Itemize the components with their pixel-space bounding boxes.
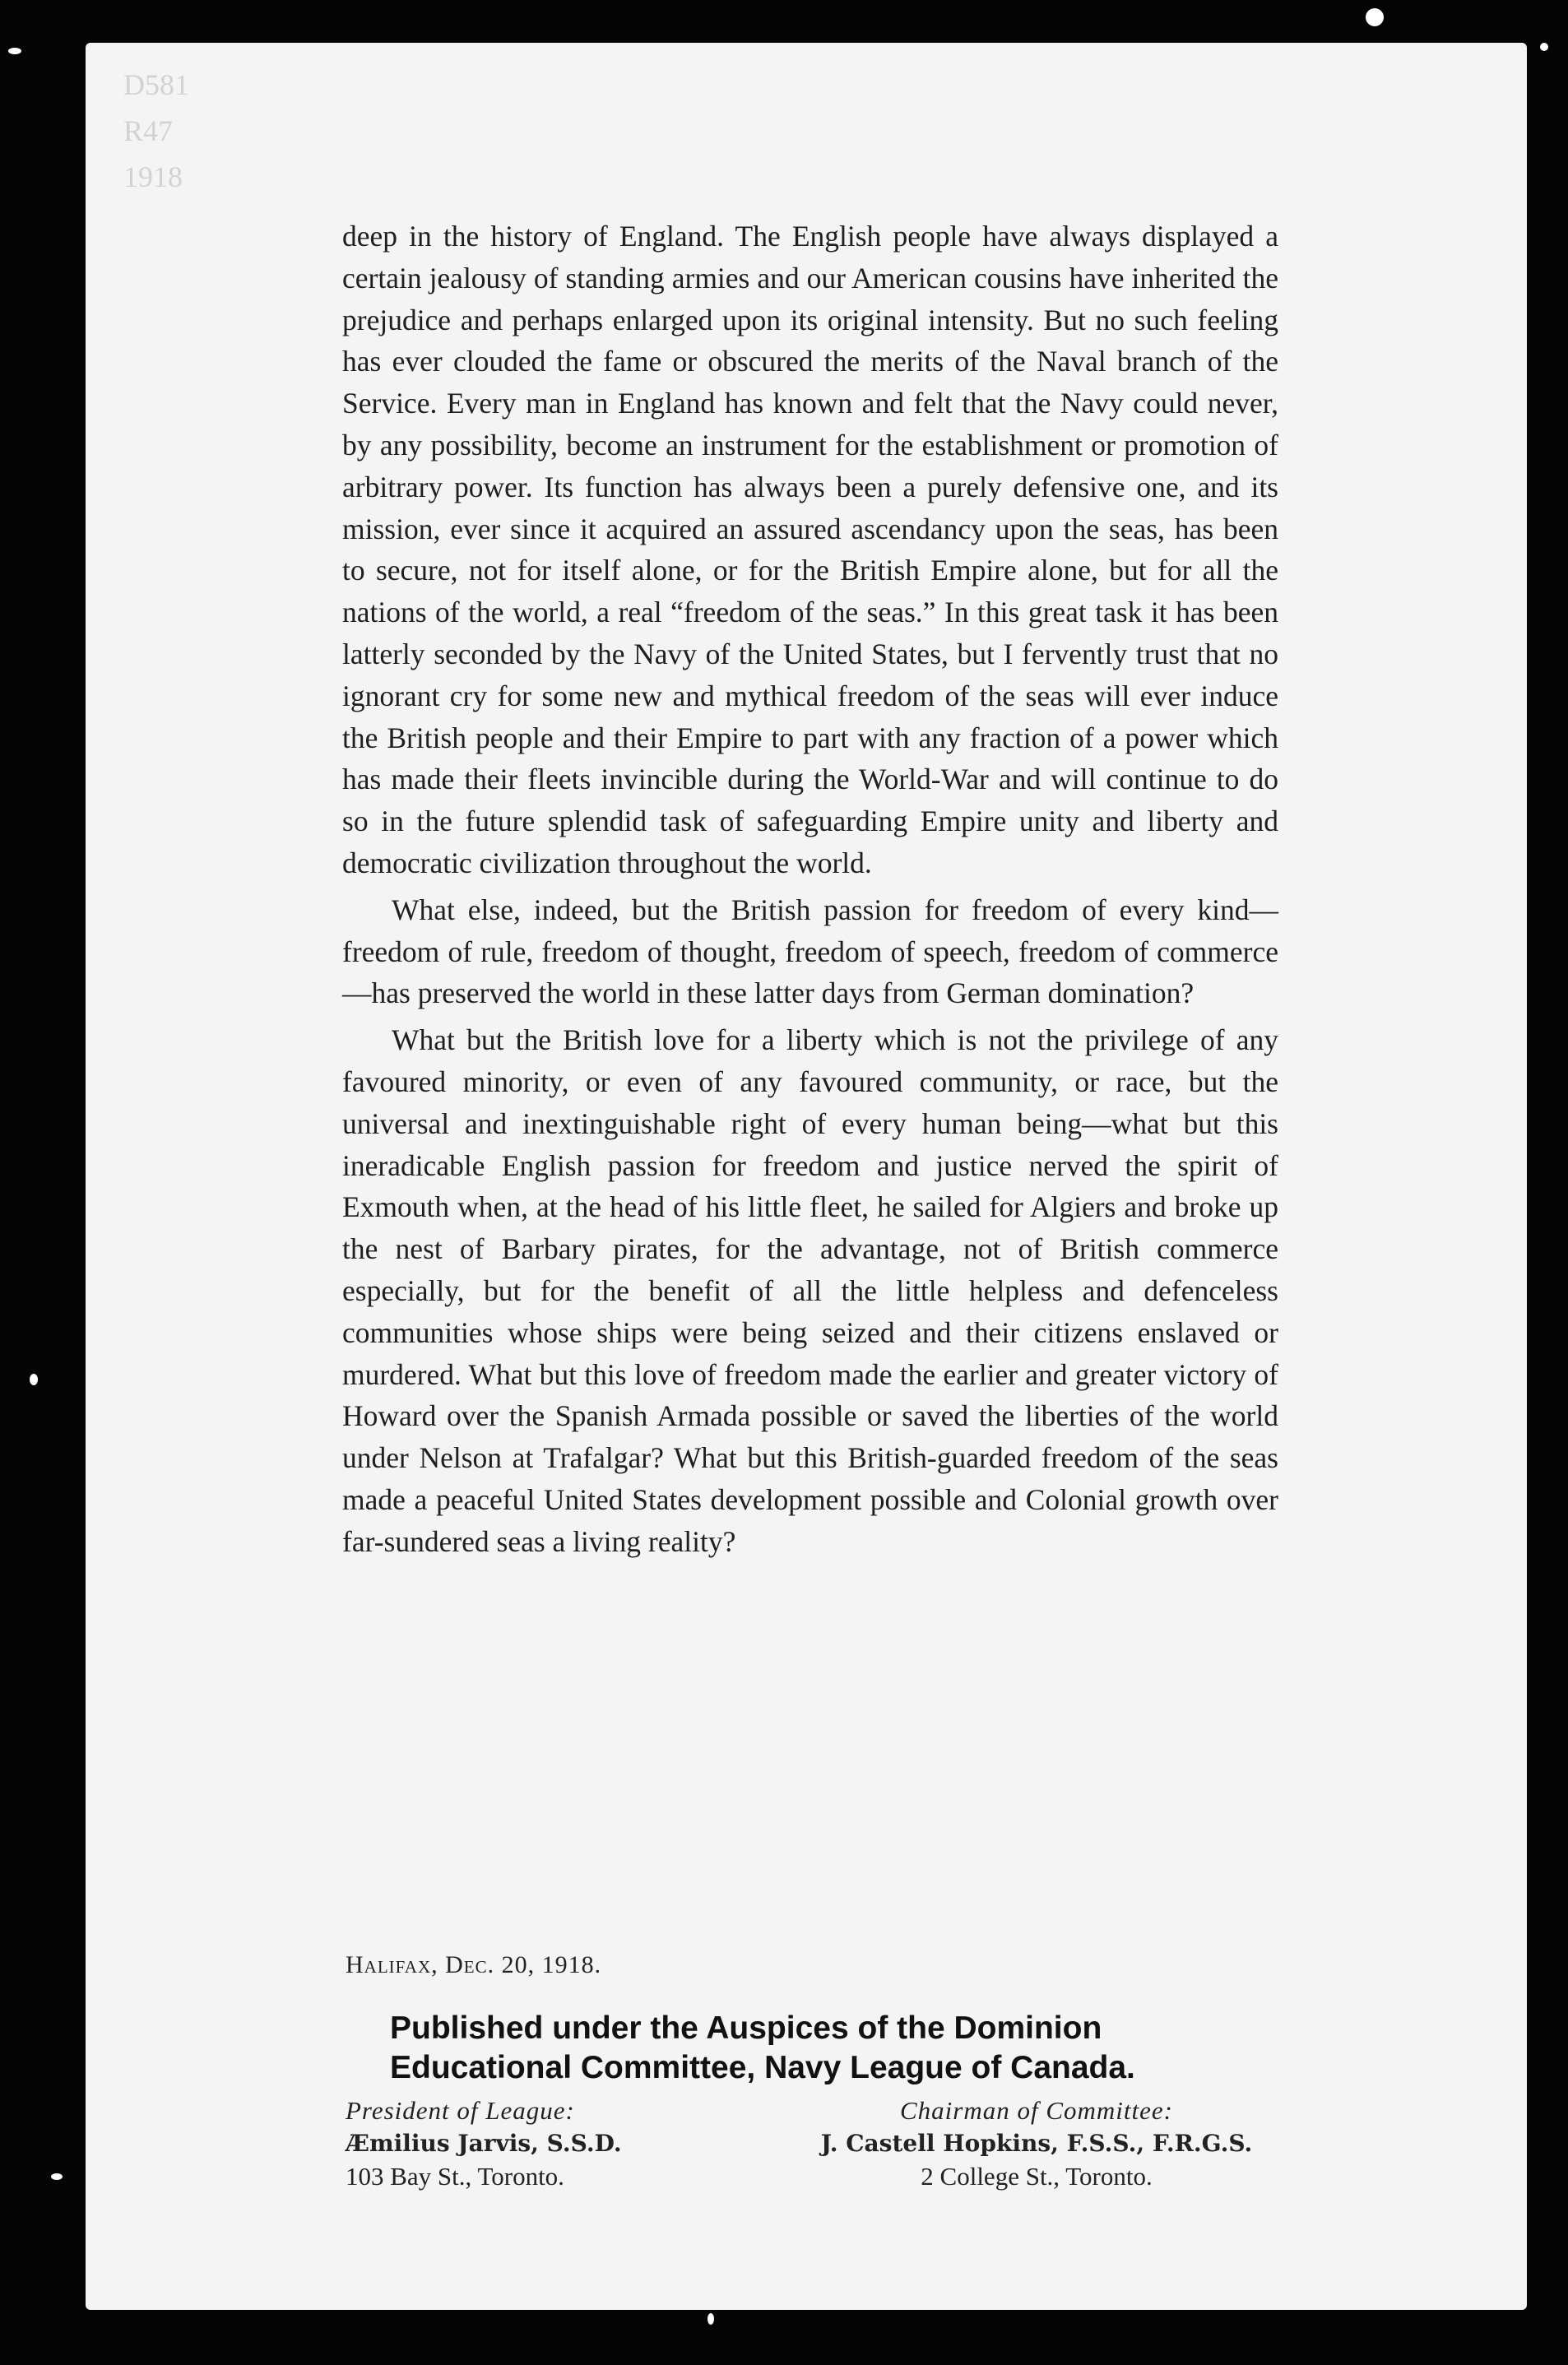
call-number-line: D581 bbox=[123, 68, 189, 101]
chairman-role: Chairman of Committee: bbox=[900, 2096, 1173, 2125]
dateline: Halifax, Dec. 20, 1918. bbox=[346, 1951, 602, 1978]
president-address: 103 Bay St., Toronto. bbox=[346, 2162, 564, 2191]
chairman-name: J. Castell Hopkins, F.S.S., F.R.G.S. bbox=[820, 2130, 1253, 2157]
paragraph-freedom: What else, indeed, but the British passion for freedom of every kind—freedom of rule, freedom of thought, freedom of speech, freedom of commerce—has preserved the world in these latter days from German domination? bbox=[342, 893, 1278, 1010]
chairman-credit bbox=[740, 2094, 1333, 2193]
film-speck bbox=[707, 2313, 714, 2325]
film-speck bbox=[1366, 8, 1384, 26]
handwritten-call-number bbox=[123, 62, 189, 200]
paragraph-navy: deep in the history of England. The English people have always displayed a certain jealousy of standing armies and our American cousins have inherited the prejudice and perhaps enlarged upon its original intensity. But no such feeling has ever clouded the fame or obscured the merits of the Naval branch of the Service. Every man in England has known and felt that the Navy could never, by any possibility, become an instrument for the establishment or promotion of arbitrary power. Its function has always been a purely defensive one, and its mission, ever since it acquired an assured ascendancy upon the seas, has been to secure, not for itself alone, or for the British Empire alone, but for all the nations of the world, a real “freedom of the seas.” In this great task it has been latterly seconded by the Navy of the United States, but I fervently trust that no ignorant cry for some new and mythical freedom of the seas will ever induce the British people and their Empire to part with any fraction of a power which has made their fleets invincible during the World-War and will continue to do so in the future splendid task of safeguarding Empire unity and liberty and democratic civilization throughout the world. bbox=[342, 220, 1278, 879]
president-name: Æmilius Jarvis, S.S.D. bbox=[346, 2130, 622, 2157]
president-role: President of League: bbox=[346, 2096, 575, 2125]
chairman-address: 2 College St., Toronto. bbox=[921, 2162, 1153, 2191]
film-speck bbox=[1540, 43, 1548, 51]
publication-line-1: Published under the Auspices of the Dominion bbox=[390, 2010, 1102, 2046]
publication-line-2: Educational Committee, Navy League of Canada. bbox=[390, 2050, 1135, 2085]
call-number-line: R47 bbox=[123, 114, 174, 147]
publication-notice bbox=[390, 2009, 1311, 2088]
president-credit bbox=[346, 2094, 622, 2193]
paragraph-liberty: What but the British love for a liberty which is not the privilege of any favoured minority, or even of any favoured community, or race, but the universal and inextinguishable right of every human being—what but this ineradicable English passion for freedom and justice nerved the spirit of Exmouth when, at the head of his little fleet, he sailed for Algiers and broke up the nest of Barbary pirates, for the advantage, not of British commerce especially, but for the benefit of all the little helpless and defenceless communities whose ships were being seized and their citizens enslaved or murdered. What but this love of freedom made the earlier and greater victory of Howard over the Spanish Armada possible or saved the liberties of the world under Nelson at Trafalgar? What but this British-guarded freedom of the seas made a peaceful United States development possible and Colonial growth over far-sundered seas a living reality? bbox=[342, 1023, 1278, 1558]
call-number-line: 1918 bbox=[123, 160, 183, 193]
film-speck bbox=[51, 2173, 63, 2180]
film-speck bbox=[30, 1374, 38, 1385]
body-text bbox=[342, 216, 1278, 1563]
film-speck bbox=[8, 48, 21, 54]
